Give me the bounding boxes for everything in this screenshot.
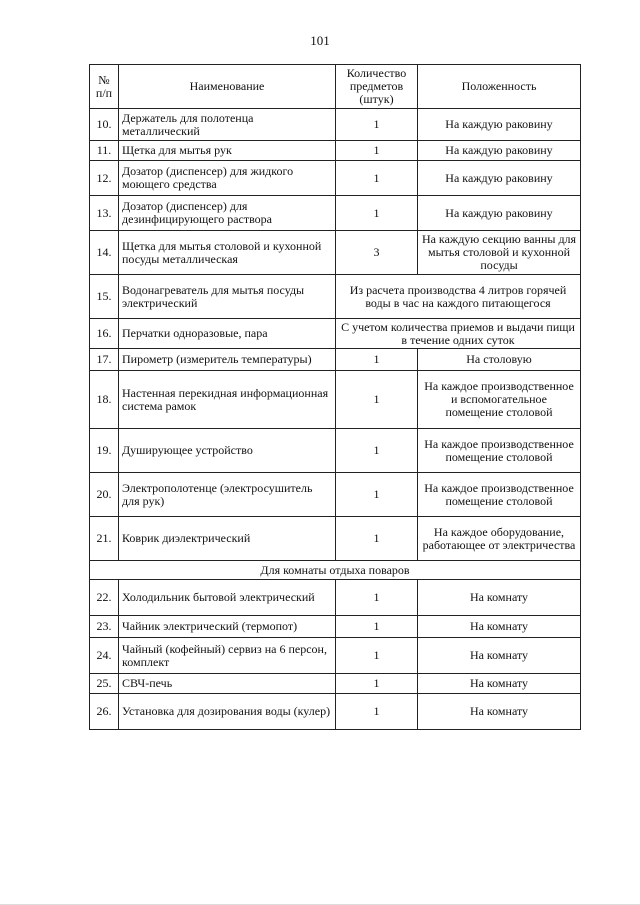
row-norm: На столовую — [418, 349, 581, 371]
row-merged-note: Из расчета производства 4 литров горячей воды в час на каждого питающегося — [336, 275, 581, 319]
row-qty: 1 — [336, 517, 418, 561]
equipment-table — [89, 64, 581, 730]
table-row — [90, 429, 581, 473]
section-row — [90, 561, 581, 580]
row-qty: 1 — [336, 196, 418, 231]
row-num: 22. — [90, 580, 119, 616]
row-qty: 1 — [336, 473, 418, 517]
row-num: 15. — [90, 275, 119, 319]
header-name: Наименование — [119, 65, 336, 109]
row-norm: На комнату — [418, 694, 581, 730]
row-name: Установка для дозирования воды (кулер) — [119, 694, 336, 730]
row-name: Холодильник бытовой электрический — [119, 580, 336, 616]
row-num: 19. — [90, 429, 119, 473]
table-row — [90, 231, 581, 275]
table-header-row — [90, 65, 581, 109]
table-row — [90, 517, 581, 561]
row-name: Чайный (кофейный) сервиз на 6 персон, комплект — [119, 638, 336, 674]
table-row — [90, 371, 581, 429]
row-qty: 1 — [336, 638, 418, 674]
row-num: 20. — [90, 473, 119, 517]
table-row — [90, 275, 581, 319]
row-norm: На каждую секцию ванны для мытья столовой и кухонной посуды — [418, 231, 581, 275]
row-norm: На комнату — [418, 638, 581, 674]
table-row — [90, 319, 581, 349]
row-num: 25. — [90, 674, 119, 694]
table-row — [90, 674, 581, 694]
row-merged-note: С учетом количества приемов и выдачи пищи в течение одних суток — [336, 319, 581, 349]
section-title: Для комнаты отдыха поваров — [90, 561, 581, 580]
table-row — [90, 638, 581, 674]
table-row — [90, 161, 581, 196]
row-name: Держатель для полотенца металлический — [119, 109, 336, 141]
row-norm: На каждое производственное помещение столовой — [418, 429, 581, 473]
row-qty: 1 — [336, 674, 418, 694]
row-name: Щетка для мытья рук — [119, 141, 336, 161]
row-name: Дозатор (диспенсер) для жидкого моющего средства — [119, 161, 336, 196]
row-num: 26. — [90, 694, 119, 730]
row-qty: 1 — [336, 694, 418, 730]
row-name: Чайник электрический (термопот) — [119, 616, 336, 638]
table-row — [90, 196, 581, 231]
table-row — [90, 580, 581, 616]
row-norm: На каждую раковину — [418, 109, 581, 141]
row-name: Душирующее устройство — [119, 429, 336, 473]
table-row — [90, 616, 581, 638]
table-row — [90, 473, 581, 517]
row-name: Электрополотенце (электросушитель для рук) — [119, 473, 336, 517]
row-name: Водонагреватель для мытья посуды электрический — [119, 275, 336, 319]
row-norm: На комнату — [418, 616, 581, 638]
row-norm: На каждую раковину — [418, 161, 581, 196]
table-row — [90, 141, 581, 161]
row-num: 24. — [90, 638, 119, 674]
row-num: 12. — [90, 161, 119, 196]
row-num: 16. — [90, 319, 119, 349]
row-name: Настенная перекидная информационная система рамок — [119, 371, 336, 429]
row-name: СВЧ-печь — [119, 674, 336, 694]
table-row — [90, 109, 581, 141]
row-norm: На комнату — [418, 674, 581, 694]
page-number: 101 — [310, 33, 330, 48]
row-num: 23. — [90, 616, 119, 638]
row-qty: 1 — [336, 161, 418, 196]
header-norm: Положенность — [418, 65, 581, 109]
row-norm: На комнату — [418, 580, 581, 616]
row-qty: 1 — [336, 109, 418, 141]
table-row — [90, 349, 581, 371]
row-qty: 1 — [336, 349, 418, 371]
row-qty: 3 — [336, 231, 418, 275]
row-num: 11. — [90, 141, 119, 161]
row-name: Дозатор (диспенсер) для дезинфицирующего раствора — [119, 196, 336, 231]
row-norm: На каждую раковину — [418, 141, 581, 161]
row-norm: На каждую раковину — [418, 196, 581, 231]
row-num: 14. — [90, 231, 119, 275]
row-norm: На каждое производственное и вспомогательное помещение столовой — [418, 371, 581, 429]
row-qty: 1 — [336, 371, 418, 429]
row-name: Коврик диэлектрический — [119, 517, 336, 561]
row-qty: 1 — [336, 616, 418, 638]
row-name: Перчатки одноразовые, пара — [119, 319, 336, 349]
header-qty: Количество предметов (штук) — [336, 65, 418, 109]
row-num: 18. — [90, 371, 119, 429]
row-qty: 1 — [336, 141, 418, 161]
row-norm: На каждое оборудование, работающее от электричества — [418, 517, 581, 561]
header-num: № п/п — [90, 65, 119, 109]
row-num: 10. — [90, 109, 119, 141]
row-num: 13. — [90, 196, 119, 231]
table-row — [90, 694, 581, 730]
row-num: 17. — [90, 349, 119, 371]
row-num: 21. — [90, 517, 119, 561]
row-name: Щетка для мытья столовой и кухонной посуды металлическая — [119, 231, 336, 275]
row-norm: На каждое производственное помещение столовой — [418, 473, 581, 517]
row-qty: 1 — [336, 429, 418, 473]
row-name: Пирометр (измеритель температуры) — [119, 349, 336, 371]
row-qty: 1 — [336, 580, 418, 616]
